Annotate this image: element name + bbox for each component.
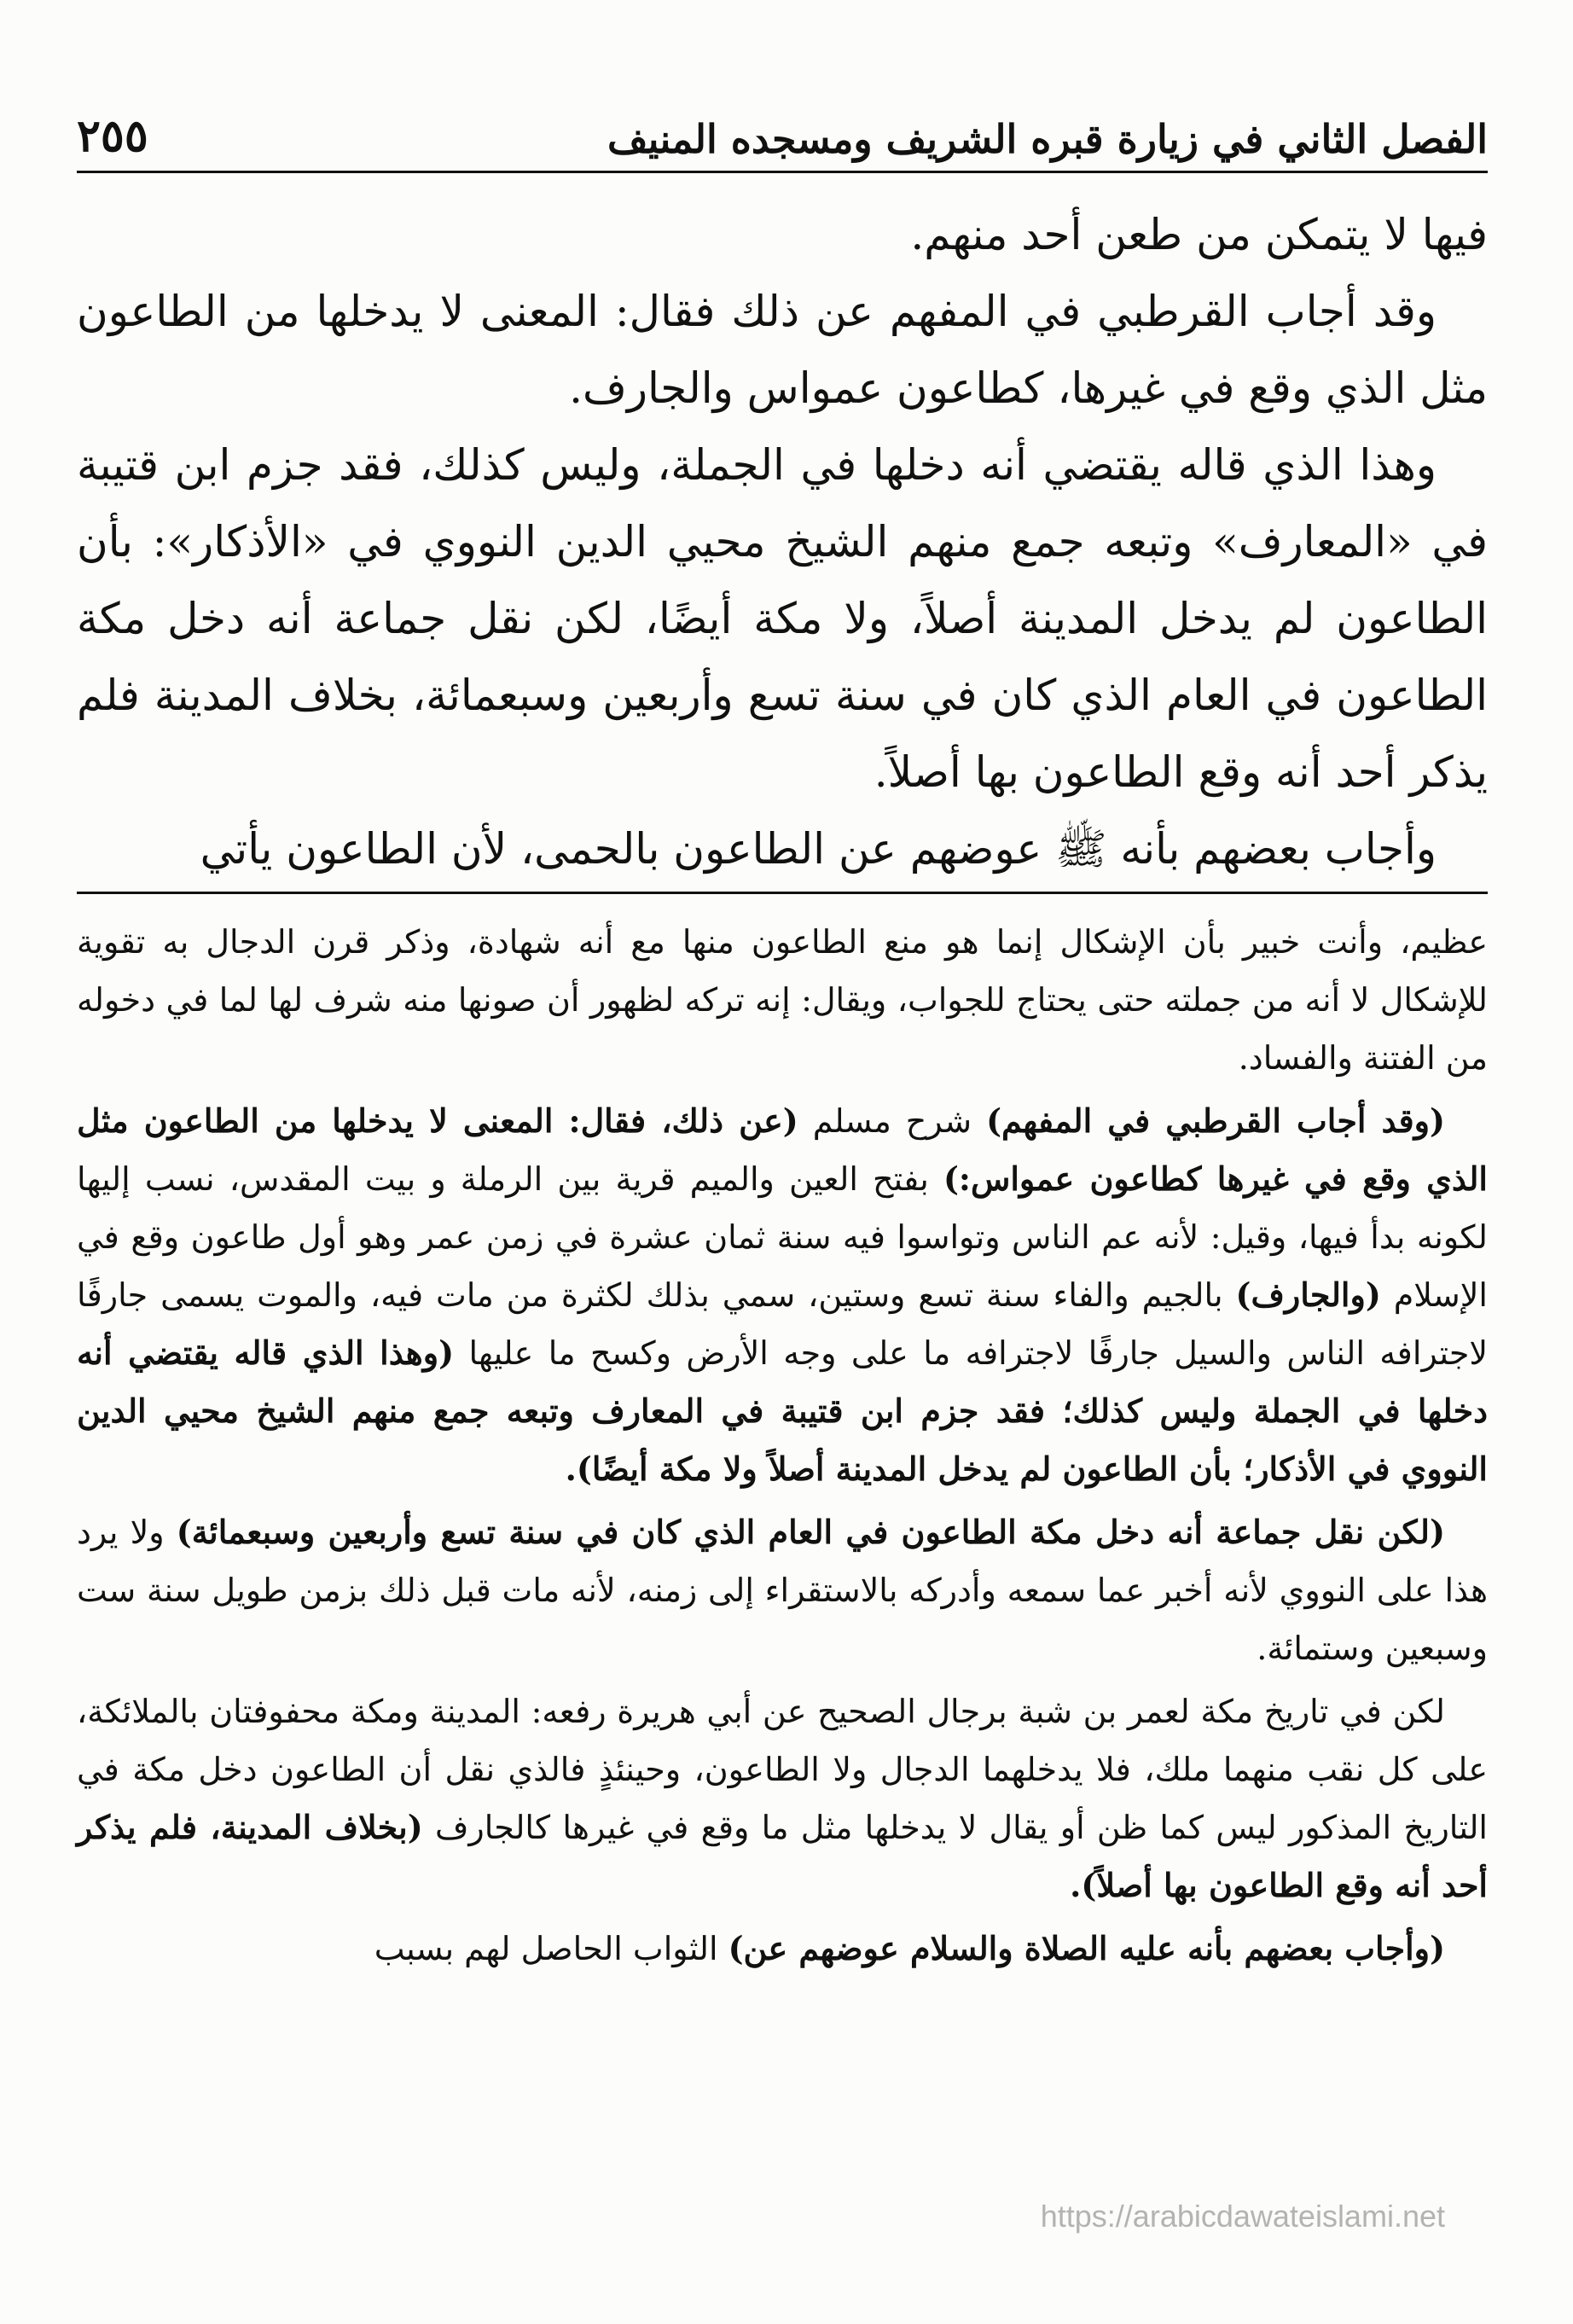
quoted-text: (والجارف) [1235, 1275, 1381, 1314]
quoted-text: (وأجاب بعضهم بأنه عليه الصلاة والسلام عوضهم عن) [728, 1929, 1445, 1967]
running-title: الفصل الثاني في زيارة قبره الشريف ومسجده المنيف [607, 116, 1488, 162]
commentary-paragraph [77, 1092, 1488, 1498]
commentary-text: ولا يرد هذا على النووي لأنه أخبر عما سمعه وأدركه بالاستقراء إلى زمنه، لأنه مات قبل ذلك بزمن طويل سنة ست وسبعين وستمائة. [77, 1514, 1488, 1667]
footnote-separator [77, 892, 1488, 894]
commentary-text: بفتح العين والميم قرية بين الرملة و بيت المقدس، نسب إليها لكونه بدأ فيها، وقيل: لأنه عم الناس وتواسوا فيه سنة ثمان عشرة في زمن عمر وهو أول طاعون وقع في الإسلام [77, 1160, 1488, 1314]
commentary-text: شرح مسلم [798, 1102, 987, 1140]
commentary-paragraph [77, 1503, 1488, 1677]
main-paragraph: فيها لا يتمكن من طعن أحد منهم. [910, 210, 1488, 259]
quoted-text: (عن ذلك، فقال: المعنى لا يدخلها من الطاعون مثل الذي وقع في غيرها كطاعون عمواس:) [77, 1101, 1488, 1198]
quoted-text: (وقد أجاب القرطبي في المفهم) [986, 1101, 1445, 1140]
commentary-paragraph [77, 1682, 1488, 1914]
commentary [77, 913, 1488, 1983]
main-paragraph: وقد أجاب القرطبي في المفهم عن ذلك فقال: المعنى لا يدخلها من الطاعون مثل الذي وقع في غيرها، كطاعون عمواس والجارف. [77, 287, 1488, 413]
commentary-paragraph [77, 1920, 1488, 1978]
commentary-paragraph: عظيم، وأنت خبير بأن الإشكال إنما هو منع الطاعون منها مع أنه شهادة، وذكر قرن الدجال به تقوية للإشكال لا أنه من جملته حتى يحتاج للجواب، ويقال: إنه تركه لظهور أن صونها منه شرف لها لما في دخوله من الفتنة والفساد. [77, 923, 1488, 1077]
quoted-text: (لكن نقل جماعة أنه دخل مكة الطاعون في العام الذي كان في سنة تسع وأربعين وسبعمائة) [176, 1513, 1445, 1551]
main-text [77, 196, 1488, 887]
watermark-url: https://arabicdawateislami.net [1040, 2199, 1445, 2234]
main-paragraph: وهذا الذي قاله يقتضي أنه دخلها في الجملة، وليس كذلك، فقد جزم ابن قتيبة في «المعارف» وتبعه جمع منهم الشيخ محيي الدين النووي في «الأذكار»: بأن الطاعون لم يدخل المدينة أصلاً، ولا مكة أيضًا، لكن نقل جماعة أنه دخل مكة الطاعون في العام الذي كان في سنة تسع وأربعين وسبعمائة، بخلاف المدينة فلم يذكر أحد أنه وقع الطاعون بها أصلاً. [77, 440, 1488, 797]
quoted-text: (بخلاف المدينة، فلم يذكر أحد أنه وقع الطاعون بها أصلاً). [77, 1808, 1488, 1904]
main-paragraph: وأجاب بعضهم بأنه ﷺ عوضهم عن الطاعون بالحمى، لأن الطاعون يأتي [200, 824, 1437, 874]
commentary-text: لكن في تاريخ مكة لعمر بن شبة برجال الصحيح عن أبي هريرة رفعه: المدينة ومكة محفوفتان بالملائكة، على كل نقب منهما ملك، فلا يدخلهما الدجال ولا الطاعون، وحينئذٍ فالذي نقل أن الطاعون دخل مكة في التاريخ المذكور ليس كما ظن أو يقال لا يدخلها مثل ما وقع في غيرها كالجارف [77, 1693, 1488, 1846]
page-number: ٢٥٥ [77, 110, 148, 162]
commentary-text: بالجيم والفاء سنة تسع وستين، سمي بذلك لكثرة من مات فيه، والموت يسمى جارفًا لاجترافه الناس والسيل جارفًا لاجترافه ما على وجه الأرض وكسح ما عليها [77, 1276, 1488, 1372]
commentary-text: الثواب الحاصل لهم بسبب [374, 1930, 728, 1967]
page-header [77, 85, 1488, 173]
quoted-text: (وهذا الذي قاله يقتضي أنه دخلها في الجملة وليس كذلك؛ فقد جزم ابن قتيبة في المعارف وتبعه جمع منهم الشيخ محيي الدين النووي في الأذكار؛ بأن الطاعون لم يدخل المدينة أصلاً ولا مكة أيضًا). [77, 1333, 1488, 1488]
